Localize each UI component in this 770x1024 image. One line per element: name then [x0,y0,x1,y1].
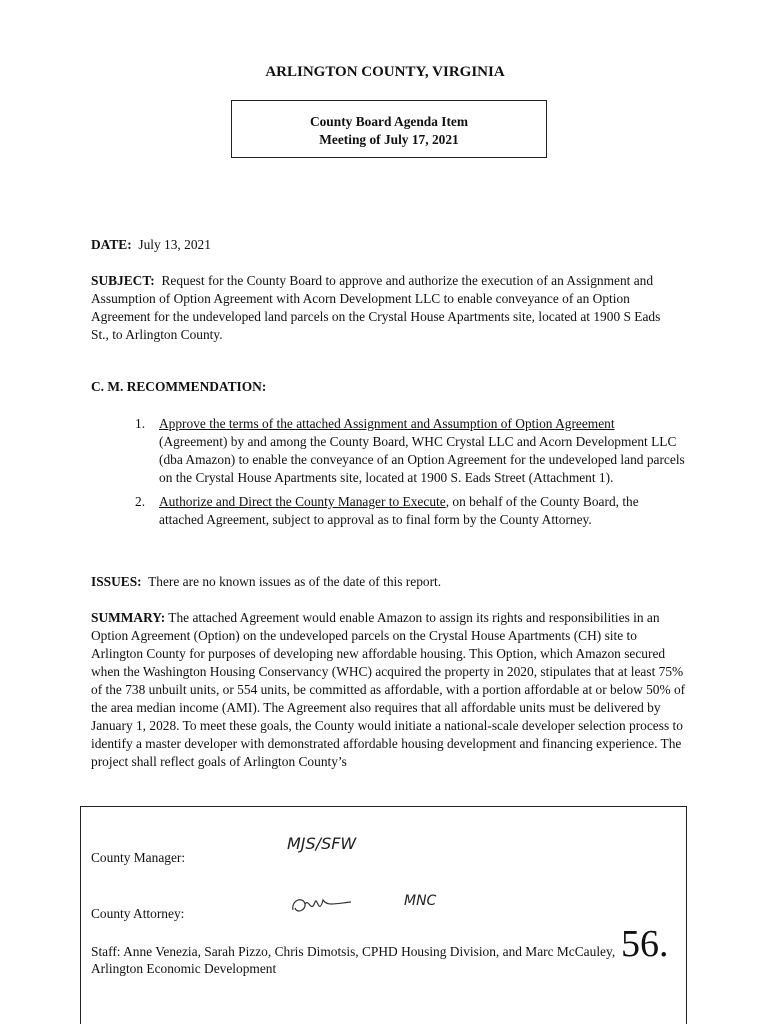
issues-label: ISSUES: [91,574,142,589]
item-number: 1. [135,416,146,431]
date-value: July 13, 2021 [138,237,211,252]
recommendation-heading: C. M. RECOMMENDATION: [91,379,267,394]
county-attorney-label: County Attorney: [91,906,185,921]
item-number: 2. [135,494,146,509]
county-attorney-initials: MNC [404,893,437,909]
subject-label: SUBJECT: [91,273,155,288]
subject-paragraph [91,272,681,344]
county-manager-signature: MJS/SFW [287,834,357,853]
county-manager-label: County Manager: [91,850,186,865]
item-underlined-text: Authorize and Direct the County Manager to Execute [159,494,446,509]
summary-paragraph [91,609,687,771]
recommendation-item [135,493,685,529]
staff-line: Staff: Anne Venezia, Sarah Pizzo, Chris Dimotsis, CPHD Housing Division, and Marc McCauley, [91,944,616,959]
date-line [91,236,681,254]
meeting-date-label: Meeting of July 17, 2021 [319,132,459,147]
issues-text: There are no known issues as of the date of this report. [148,574,442,589]
recommendation-list [135,415,685,535]
item-underlined-text: Approve the terms of the attached Assignment and Assumption of Option Agreement [159,416,615,431]
recommendation-item [135,415,685,487]
agenda-item-label: County Board Agenda Item [309,114,469,129]
summary-text: The attached Agreement would enable Amazon to assign its rights and responsibilities in an Option Agreement (Option) on the undeveloped parcels on the Crystal House Apartments (CH) site to Arlington County for purposes of developing new affordable housing. This Option, which Amazon secured when the Washington Housing Conservancy (WHC) acquired the property in 2020, stipulates that at least 75% of the 738 unbuilt units, or 554 units, be committed as affordable, with a portion affordable at or below 50% of the area median income (AMI). The Agreement also requires that all affordable units must be delivered by January 1, 2028. To meet these goals, the County would initiate a national-scale developer selection process to identify a master developer with demonstrated affordable housing development and financing experience. The project shall reflect goals of Arlington County’s [91,610,686,769]
item-text: , on behalf of the County Board, the attached Agreement, subject to approval as to final form by the County Attorney. [159,494,639,527]
staff-line: Arlington Economic Development [91,961,277,976]
subject-text: Request for the County Board to approve and authorize the execution of an Assignment and Assumption of Option Agreement with Acorn Development LLC to enable conveyance of an Option Agreement for the undeveloped land parcels on the Crystal House Apartments site, located at 1900 S Eads St., to Arlington County. [91,273,661,342]
agenda-header-box [231,100,547,158]
attorney-signature-scrawl [289,890,359,926]
staff-block [91,943,615,977]
page-number: 56. [621,923,669,965]
date-label: DATE: [91,237,132,252]
issues-line [91,573,681,591]
item-text: (Agreement) by and among the County Board, WHC Crystal LLC and Acorn Development LLC (dba Amazon) to enable the conveyance of an Option Agreement for the undeveloped land parcels on the Crystal House Apartments site, located at 1900 S. Eads Street (Attachment 1). [159,434,685,485]
signature-scrawl-icon [289,890,359,922]
document-title: ARLINGTON COUNTY, VIRGINIA [265,64,505,80]
summary-label: SUMMARY: [91,610,166,625]
